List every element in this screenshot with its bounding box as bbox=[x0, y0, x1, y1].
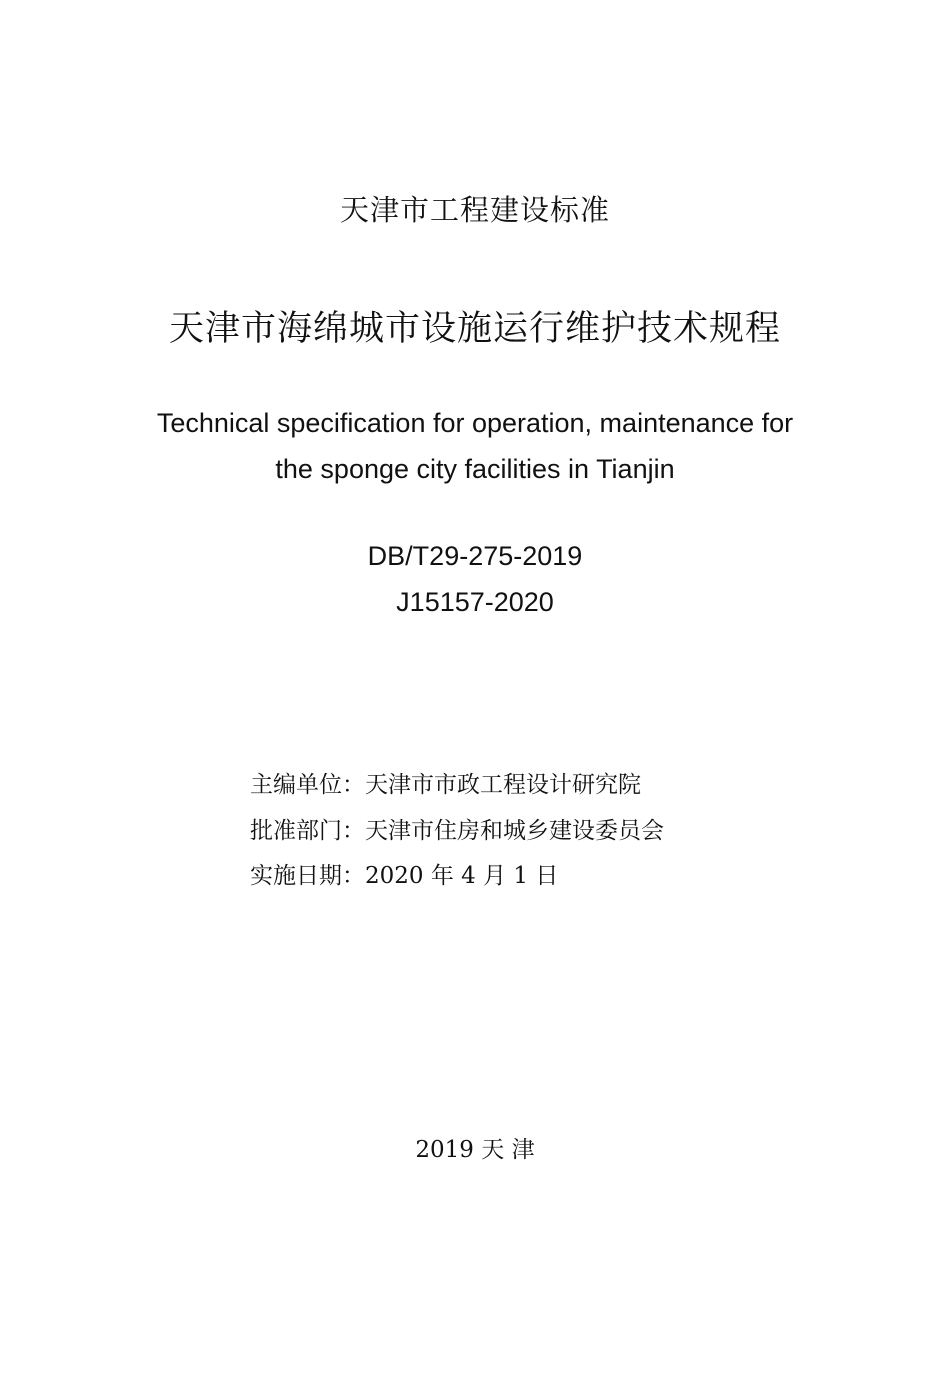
effective-date-line bbox=[250, 860, 558, 892]
editor-line bbox=[250, 769, 641, 801]
editor-label: 主编单位： bbox=[250, 772, 365, 798]
effective-value: 2020 年 4 月 1 日 bbox=[365, 863, 559, 889]
approver-label: 批准部门： bbox=[250, 818, 365, 844]
effective-label: 实施日期： bbox=[250, 863, 365, 889]
editor-value: 天津市市政工程设计研究院 bbox=[365, 772, 641, 798]
series-title: 天津市工程建设标准 bbox=[339, 193, 610, 227]
title-en-line-2: the sponge city facilities in Tianjin bbox=[275, 454, 675, 484]
record-code: J15157-2020 bbox=[396, 587, 554, 617]
publication-year: 2019 bbox=[415, 1137, 474, 1163]
standard-code: DB/T29-275-2019 bbox=[367, 541, 583, 571]
publication-place-year bbox=[0, 1134, 950, 1166]
approver-value: 天津市住房和城乡建设委员会 bbox=[365, 818, 664, 844]
approver-line bbox=[250, 815, 664, 847]
title-en-line-1: Technical specification for operation, maintenance for bbox=[156, 408, 794, 438]
publication-city: 天 津 bbox=[481, 1137, 535, 1163]
standard-title-cn: 天津市海绵城市设施运行维护技术规程 bbox=[168, 309, 781, 349]
standard-title-en bbox=[0, 400, 950, 492]
